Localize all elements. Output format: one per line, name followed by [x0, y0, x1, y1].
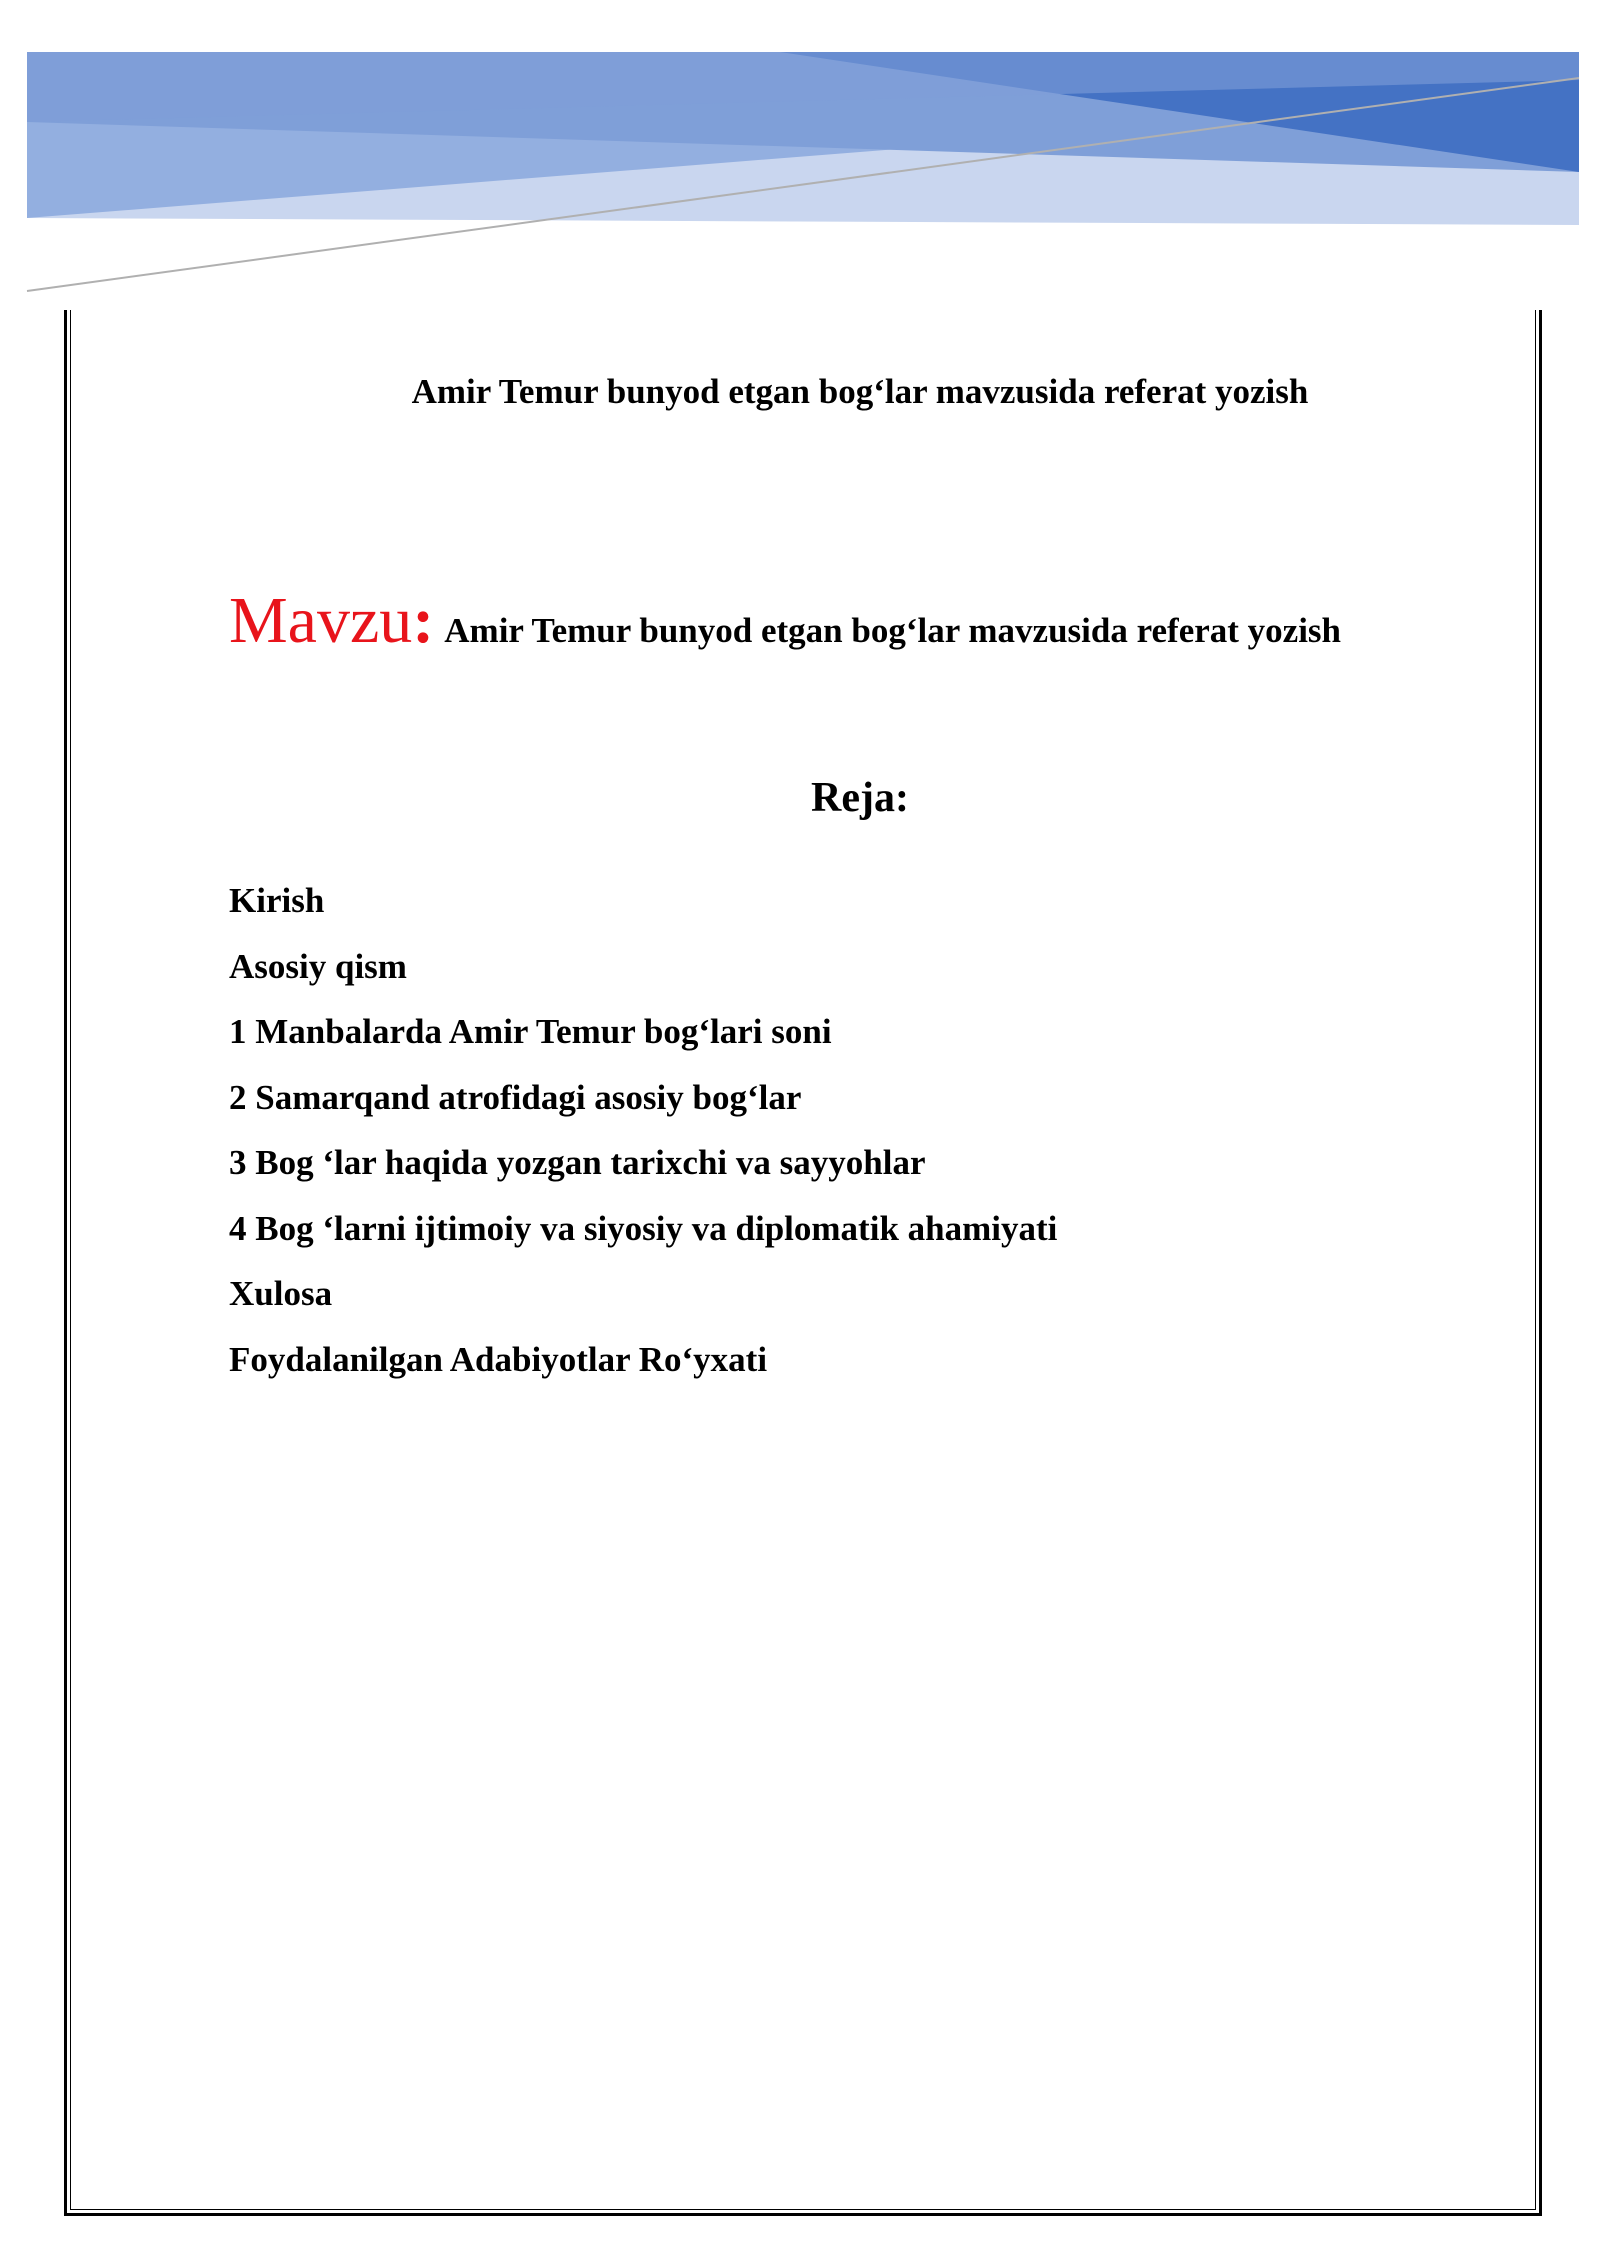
- plan-item-3: 3 Bog ‘lar haqida yozgan tarixchi va sayyohlar: [229, 1143, 926, 1182]
- plan-heading: Reja:: [811, 775, 909, 821]
- plan-item-1: 1 Manbalarda Amir Temur bog‘lari soni: [229, 1012, 832, 1051]
- plan-item-conclusion: Xulosa: [229, 1274, 333, 1313]
- document-title: Amir Temur bunyod etgan bog‘lar mavzusida referat yozish: [411, 372, 1309, 411]
- plan-item-2: 2 Samarqand atrofidagi asosiy bog‘lar: [229, 1077, 802, 1117]
- topic-colon: :: [412, 584, 435, 657]
- topic-line: [229, 584, 1342, 657]
- plan-item-introduction: Kirish: [229, 881, 325, 920]
- plan-item-4: 4 Bog ‘larni ijtimoiy va siyosiy va diplomatik ahamiyati: [229, 1208, 1058, 1248]
- plan-item-references: Foydalanilgan Adabiyotlar Ro‘yxati: [229, 1339, 768, 1379]
- plan-list: [229, 868, 1057, 1392]
- topic-label: Mavzu: [229, 584, 413, 657]
- topic-text: Amir Temur bunyod etgan bog‘lar mavzusida referat yozish: [444, 611, 1342, 650]
- header-banner: [0, 0, 1600, 320]
- plan-item-main-part: Asosiy qism: [229, 946, 407, 986]
